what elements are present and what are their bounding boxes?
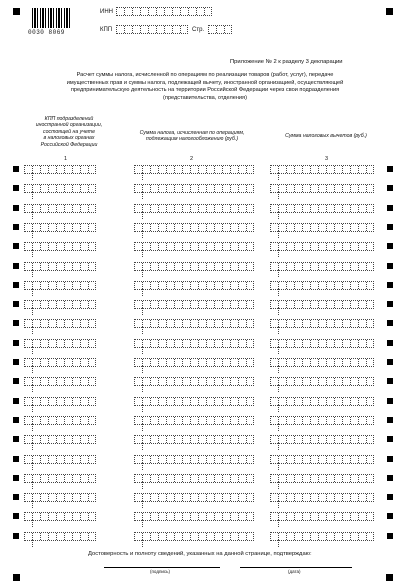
row-marker-left bbox=[13, 533, 19, 539]
row-marker-right bbox=[387, 243, 393, 249]
row-marker-right bbox=[387, 301, 393, 307]
form-title-line: имущественных прав и суммы налога, подлежащей вычету, иностранной организацией, осуществляющей bbox=[66, 79, 344, 86]
row-marker-right bbox=[387, 166, 393, 172]
kpp-cell-group[interactable] bbox=[24, 377, 96, 386]
tax-amount-cell-group[interactable] bbox=[134, 377, 254, 386]
kpp-cell-group[interactable] bbox=[24, 319, 96, 328]
column-3-number: 3 bbox=[325, 156, 329, 162]
deduction-amount-cell-group[interactable] bbox=[270, 435, 374, 444]
row-marker-left bbox=[13, 475, 19, 481]
deduction-amount-cell-group[interactable] bbox=[270, 242, 374, 251]
row-marker-right bbox=[387, 417, 393, 423]
row-marker-left bbox=[13, 398, 19, 404]
appendix-label: Приложение № 2 к разделу 3 декларации bbox=[230, 59, 343, 65]
kpp-cell-group[interactable] bbox=[24, 204, 96, 213]
tax-amount-cell-group[interactable] bbox=[134, 223, 254, 232]
column-1-header-line: состоящей на учете bbox=[43, 128, 95, 135]
row-marker-right bbox=[387, 533, 393, 539]
row-marker-left bbox=[13, 359, 19, 365]
tax-amount-cell-group[interactable] bbox=[134, 184, 254, 193]
confirmation-text: Достоверность и полноту сведений, указанных на данной странице, подтверждаю: bbox=[88, 551, 312, 557]
deduction-amount-cell-group[interactable] bbox=[270, 319, 374, 328]
deduction-amount-cell-group[interactable] bbox=[270, 455, 374, 464]
deduction-amount-cell-group[interactable] bbox=[270, 474, 374, 483]
column-1-header-line: КПП подразделений bbox=[44, 116, 94, 122]
signature-line[interactable] bbox=[104, 567, 220, 568]
row-marker-right bbox=[387, 513, 393, 519]
deduction-amount-cell-group[interactable] bbox=[270, 281, 374, 290]
row-marker-right bbox=[387, 224, 393, 230]
tax-amount-cell-group[interactable] bbox=[134, 262, 254, 271]
column-1-header bbox=[24, 116, 114, 148]
row-marker-right bbox=[387, 320, 393, 326]
deduction-amount-cell-group[interactable] bbox=[270, 262, 374, 271]
kpp-label: КПП bbox=[100, 27, 113, 33]
deduction-amount-cell-group[interactable] bbox=[270, 532, 374, 541]
kpp-cell-group[interactable] bbox=[24, 165, 96, 174]
column-2-header-line: подлежащим налогообложению (руб.) bbox=[145, 136, 239, 143]
row-marker-left bbox=[13, 205, 19, 211]
page-number-field[interactable] bbox=[208, 25, 232, 34]
registration-mark-top-left bbox=[13, 8, 20, 15]
page-label: Стр. bbox=[192, 27, 205, 33]
row-marker-left bbox=[13, 494, 19, 500]
tax-amount-cell-group[interactable] bbox=[134, 358, 254, 367]
row-marker-left bbox=[13, 166, 19, 172]
row-marker-left bbox=[13, 513, 19, 519]
deduction-amount-cell-group[interactable] bbox=[270, 416, 374, 425]
column-3-header-line: Сумма налоговых вычетов (руб.) bbox=[285, 133, 367, 139]
row-marker-left bbox=[13, 185, 19, 191]
kpp-cell-group[interactable] bbox=[24, 242, 96, 251]
deduction-amount-cell-group[interactable] bbox=[270, 377, 374, 386]
row-marker-right bbox=[387, 494, 393, 500]
row-marker-right bbox=[387, 378, 393, 384]
form-title-line: (представительства, отделения) bbox=[163, 94, 247, 101]
kpp-cell-group[interactable] bbox=[24, 223, 96, 232]
row-marker-left bbox=[13, 320, 19, 326]
kpp-field[interactable] bbox=[116, 25, 188, 34]
column-1-header-line: Российской Федерации bbox=[40, 141, 98, 148]
kpp-cell-group[interactable] bbox=[24, 416, 96, 425]
barcode bbox=[32, 8, 72, 28]
deduction-amount-cell-group[interactable] bbox=[270, 165, 374, 174]
deduction-amount-cell-group[interactable] bbox=[270, 397, 374, 406]
tax-amount-cell-group[interactable] bbox=[134, 532, 254, 541]
kpp-cell-group[interactable] bbox=[24, 474, 96, 483]
deduction-amount-cell-group[interactable] bbox=[270, 300, 374, 309]
column-2-header bbox=[120, 130, 264, 143]
registration-mark-bottom-right bbox=[386, 574, 393, 581]
kpp-cell-group[interactable] bbox=[24, 184, 96, 193]
kpp-cell-group[interactable] bbox=[24, 397, 96, 406]
column-1-header-line: иностранной организации, bbox=[35, 122, 103, 129]
deduction-amount-cell-group[interactable] bbox=[270, 512, 374, 521]
deduction-amount-cell-group[interactable] bbox=[270, 223, 374, 232]
row-marker-right bbox=[387, 282, 393, 288]
tax-amount-cell-group[interactable] bbox=[134, 281, 254, 290]
kpp-cell-group[interactable] bbox=[24, 455, 96, 464]
kpp-cell-group[interactable] bbox=[24, 532, 96, 541]
kpp-cell-group[interactable] bbox=[24, 435, 96, 444]
row-marker-right bbox=[387, 185, 393, 191]
form-title-line: Расчет суммы налога, исчисленной по операциям по реализации товаров (работ, услуг), передаче bbox=[76, 72, 334, 78]
inn-field[interactable] bbox=[116, 7, 212, 16]
date-line[interactable] bbox=[240, 567, 352, 568]
tax-amount-cell-group[interactable] bbox=[134, 165, 254, 174]
kpp-cell-group[interactable] bbox=[24, 262, 96, 271]
column-2-header-line: Сумма налога, исчисленная по операциям, bbox=[139, 130, 245, 136]
tax-amount-cell-group[interactable] bbox=[134, 416, 254, 425]
registration-mark-top-right bbox=[386, 8, 393, 15]
row-marker-right bbox=[387, 359, 393, 365]
tax-amount-cell-group[interactable] bbox=[134, 455, 254, 464]
row-marker-right bbox=[387, 340, 393, 346]
tax-amount-cell-group[interactable] bbox=[134, 435, 254, 444]
date-caption: (дата) bbox=[288, 569, 301, 574]
row-marker-left bbox=[13, 378, 19, 384]
deduction-amount-cell-group[interactable] bbox=[270, 339, 374, 348]
form-title-line: предпринимательскую деятельность на территории Российской Федерации через свои подразделения bbox=[70, 87, 340, 94]
tax-amount-cell-group[interactable] bbox=[134, 204, 254, 213]
deduction-amount-cell-group[interactable] bbox=[270, 204, 374, 213]
tax-amount-cell-group[interactable] bbox=[134, 474, 254, 483]
row-marker-left bbox=[13, 263, 19, 269]
row-marker-left bbox=[13, 301, 19, 307]
row-marker-left bbox=[13, 243, 19, 249]
registration-mark-bottom-left bbox=[13, 574, 20, 581]
tax-amount-cell-group[interactable] bbox=[134, 512, 254, 521]
deduction-amount-cell-group[interactable] bbox=[270, 493, 374, 502]
form-title bbox=[38, 72, 372, 102]
row-marker-left bbox=[13, 282, 19, 288]
row-marker-right bbox=[387, 205, 393, 211]
signature-caption: (подпись) bbox=[150, 569, 171, 574]
row-marker-left bbox=[13, 456, 19, 462]
column-1-header-line: в налоговых органах bbox=[43, 135, 95, 142]
column-2-number: 2 bbox=[190, 156, 194, 162]
tax-amount-cell-group[interactable] bbox=[134, 493, 254, 502]
inn-label: ИНН bbox=[100, 9, 113, 15]
row-marker-left bbox=[13, 417, 19, 423]
row-marker-right bbox=[387, 398, 393, 404]
tax-amount-cell-group[interactable] bbox=[134, 300, 254, 309]
kpp-cell-group[interactable] bbox=[24, 358, 96, 367]
kpp-cell-group[interactable] bbox=[24, 339, 96, 348]
row-marker-right bbox=[387, 263, 393, 269]
column-3-header bbox=[266, 133, 386, 139]
row-marker-right bbox=[387, 436, 393, 442]
tax-amount-cell-group[interactable] bbox=[134, 397, 254, 406]
kpp-cell-group[interactable] bbox=[24, 493, 96, 502]
tax-amount-cell-group[interactable] bbox=[134, 339, 254, 348]
kpp-cell-group[interactable] bbox=[24, 300, 96, 309]
row-marker-left bbox=[13, 340, 19, 346]
barcode-number: 0030 8069 bbox=[28, 29, 65, 36]
row-marker-right bbox=[387, 475, 393, 481]
row-marker-left bbox=[13, 436, 19, 442]
tax-amount-cell-group[interactable] bbox=[134, 319, 254, 328]
kpp-cell-group[interactable] bbox=[24, 512, 96, 521]
kpp-cell-group[interactable] bbox=[24, 281, 96, 290]
row-marker-right bbox=[387, 456, 393, 462]
row-marker-left bbox=[13, 224, 19, 230]
tax-amount-cell-group[interactable] bbox=[134, 242, 254, 251]
column-1-number: 1 bbox=[64, 156, 68, 162]
deduction-amount-cell-group[interactable] bbox=[270, 184, 374, 193]
deduction-amount-cell-group[interactable] bbox=[270, 358, 374, 367]
